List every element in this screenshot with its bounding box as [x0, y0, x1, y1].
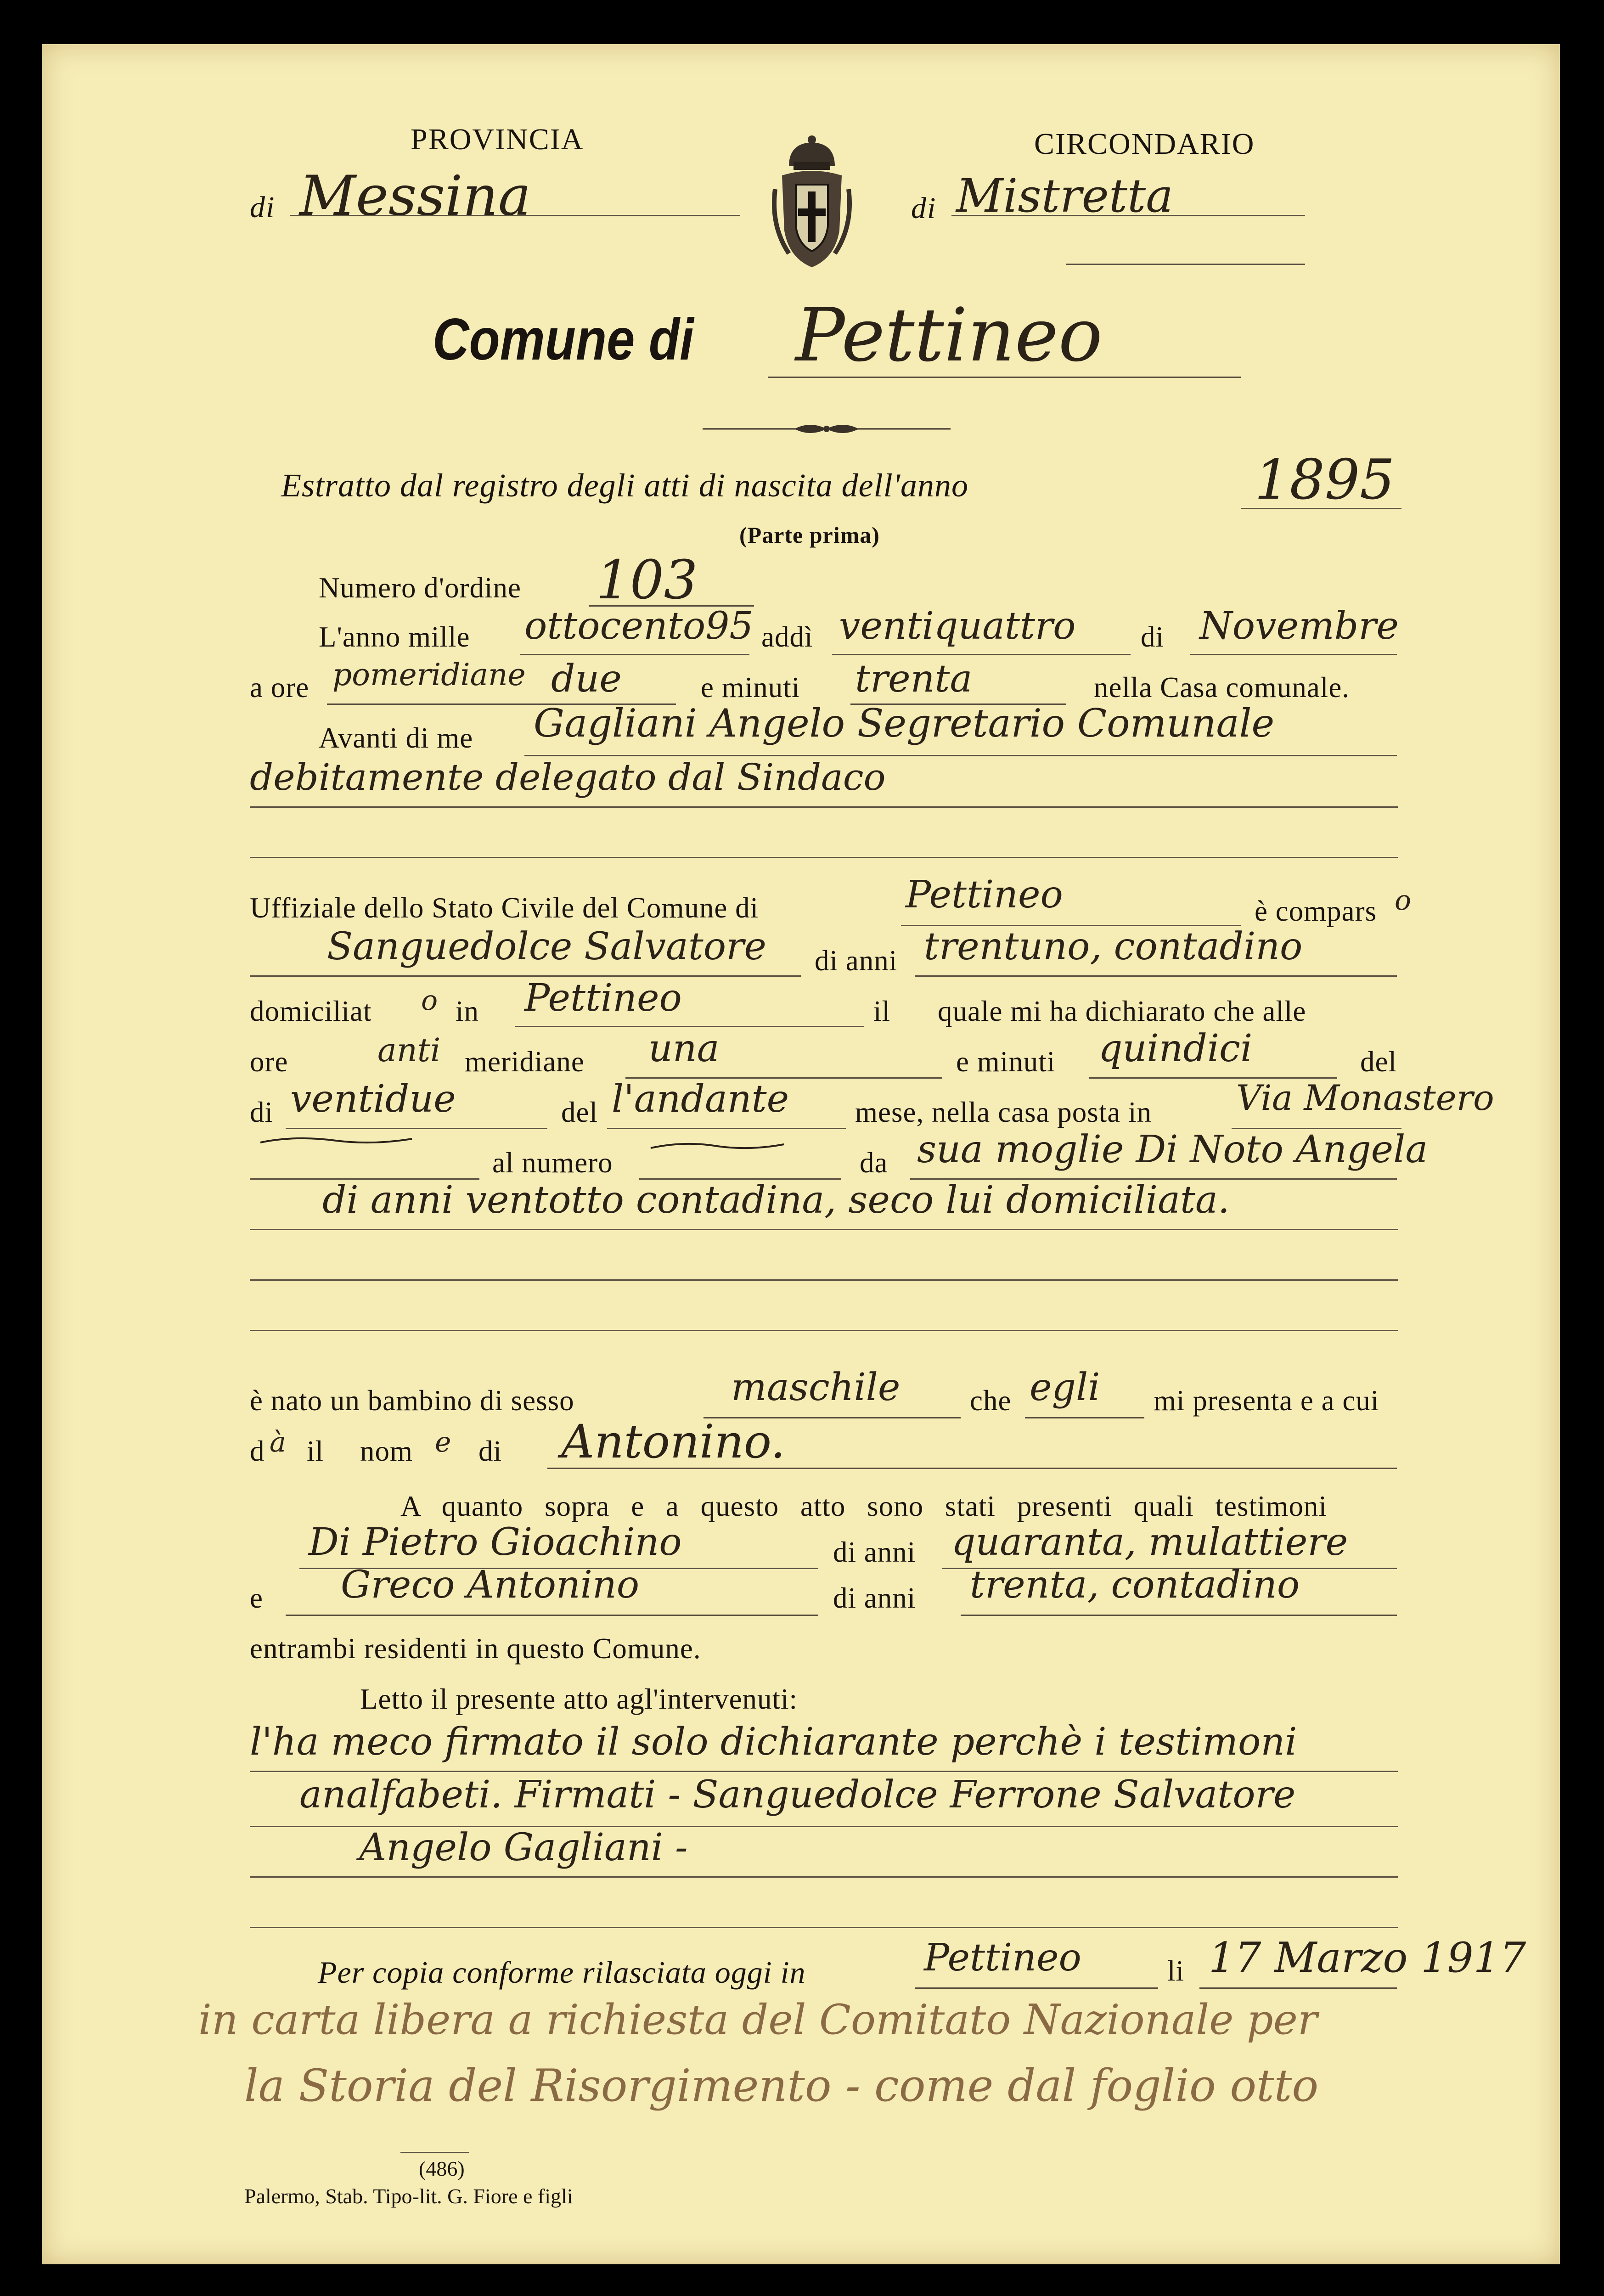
ornament-divider	[703, 420, 951, 438]
footer-printer: Palermo, Stab. Tipo-lit. G. Fiore e figli	[244, 2184, 573, 2208]
day-underline	[286, 1128, 547, 1129]
child-name-underline	[547, 1468, 1397, 1469]
di2-label: di	[250, 1096, 274, 1128]
entrambi-label: entrambi residenti in questo Comune.	[250, 1632, 701, 1665]
da-label: da	[860, 1147, 888, 1179]
numero-value-dash	[648, 1137, 786, 1155]
extract-title: Estratto dal registro degli atti di nascita dell'anno	[281, 467, 969, 504]
di-label-circondario: di	[911, 191, 937, 225]
di-anni2-label: di anni	[833, 1536, 916, 1568]
domicile-in-label: in	[456, 995, 479, 1027]
avanti-value-2: debitamente delegato dal Sindaco	[250, 756, 886, 799]
minuti2-value: quindici	[1098, 1027, 1253, 1070]
circondario-value: Mistretta	[956, 169, 1173, 223]
nato-label: è nato un bambino di sesso	[250, 1384, 574, 1417]
numero-ordine-label: Numero d'ordine	[319, 572, 521, 604]
month-value: Novembre	[1199, 604, 1399, 648]
circondario-label: CIRCONDARIO	[1034, 127, 1255, 161]
ore-label: a ore	[250, 671, 310, 703]
nome-label: nom	[360, 1435, 413, 1467]
che-label: che	[970, 1384, 1012, 1417]
ore-underline	[327, 703, 552, 705]
di3-label: di	[478, 1435, 502, 1467]
circondario-underline	[951, 215, 1305, 216]
declarant-age: trentuno, contadino	[924, 925, 1303, 968]
ore-prefix: pomeridiane	[332, 657, 526, 692]
parte-prima-label: (Parte prima)	[739, 522, 880, 548]
witness2-underline	[286, 1615, 818, 1616]
da2-label: d	[250, 1435, 265, 1467]
mese-label: mese, nella casa posta in	[855, 1096, 1152, 1128]
compars-label: è compars	[1255, 895, 1377, 927]
month-underline	[1190, 654, 1397, 655]
egli-value: egli	[1030, 1366, 1100, 1409]
circondario-line-2	[1066, 264, 1305, 265]
avanti-underline-2	[250, 806, 1398, 808]
anno-value: ottocento95	[524, 604, 754, 648]
ufficiale-value: Pettineo	[906, 873, 1063, 917]
letto-underline-3	[250, 1876, 1398, 1878]
letto-value-1: l'ha meco firmato il solo dichiarante perchè i testimoni	[250, 1720, 1297, 1764]
copy-note-1: in carta libera a richiesta del Comitato Nazionale per	[198, 1996, 1317, 2044]
avanti-value-1: Gagliani Angelo Segretario Comunale	[534, 701, 1275, 746]
da2-suffix: à	[270, 1426, 286, 1458]
provincia-underline	[290, 215, 740, 216]
ore2-prefix: anti	[377, 1031, 441, 1069]
copy-label: Per copia conforme rilasciata oggi in	[318, 1955, 806, 1990]
declarant-name: Sanguedolce Salvatore	[327, 925, 766, 968]
provincia-label: PROVINCIA	[411, 123, 584, 156]
andante-value: l'andante	[612, 1077, 789, 1121]
del-label: del	[1360, 1046, 1397, 1078]
ufficiale-label: Uffiziale dello Stato Civile del Comune di	[250, 892, 759, 924]
letto-value-2: analfabeti. Firmati - Sanguedolce Ferrone Salvatore	[299, 1773, 1296, 1817]
nome-suffix: e	[435, 1426, 451, 1458]
witness2-age: trenta, contadino	[970, 1563, 1300, 1607]
copy-place-underline	[915, 1987, 1158, 1989]
child-name: Antonino.	[561, 1415, 786, 1469]
e-label: e	[250, 1582, 263, 1614]
copy-li-label: li	[1167, 1955, 1185, 1987]
andante-underline	[607, 1128, 846, 1129]
domicile-value: Pettineo	[524, 976, 682, 1020]
letto-underline-4	[250, 1927, 1398, 1928]
blank-line-1	[250, 1279, 1398, 1281]
month-di-label: di	[1141, 621, 1165, 653]
avanti-label: Avanti di me	[319, 722, 473, 754]
blank-line-2	[250, 1330, 1398, 1331]
avanti-underline-3	[250, 857, 1398, 858]
sesso-value: maschile	[731, 1366, 900, 1409]
addi-value: ventiquattro	[839, 604, 1076, 648]
il-label: il	[873, 995, 891, 1027]
comune-value: Pettineo	[795, 292, 1103, 378]
quale-label: quale mi ha dichiarato che alle	[938, 995, 1306, 1027]
letto-underline-1	[250, 1771, 1398, 1772]
di-label-provincia: di	[250, 191, 276, 224]
comune-underline	[768, 377, 1241, 378]
declarant-age-underline	[915, 975, 1397, 977]
anno-label: L'anno mille	[319, 621, 470, 653]
witness2-name: Greco Antonino	[341, 1563, 640, 1607]
copy-date: 17 Marzo 1917	[1209, 1934, 1526, 1982]
mother-value-2: di anni ventotto contadina, seco lui domiciliata.	[322, 1178, 1230, 1222]
il2-label: il	[307, 1435, 324, 1467]
egli-underline	[1025, 1417, 1144, 1418]
numero-dash-stroke	[258, 1132, 414, 1151]
di-anni3-label: di anni	[833, 1582, 916, 1614]
birth-certificate-sheet	[42, 44, 1560, 2264]
comune-label: Comune di	[433, 307, 694, 372]
domiciliat-suffix: o	[421, 985, 438, 1017]
di-anni-label: di anni	[815, 945, 898, 977]
letto-label: Letto il presente atto agl'intervenuti:	[360, 1683, 798, 1715]
addi-label: addì	[761, 621, 813, 653]
witness1-age: quaranta, mulattiere	[951, 1520, 1348, 1564]
copy-place: Pettineo	[924, 1936, 1081, 1980]
ore2-label: ore	[250, 1046, 288, 1078]
coat-of-arms-emblem	[771, 134, 853, 272]
numero2-label: al numero	[492, 1147, 613, 1179]
minuti-label: e minuti	[701, 671, 800, 703]
numero-ordine-value: 103	[596, 549, 698, 611]
witness1-name: Di Pietro Gioachino	[309, 1520, 682, 1564]
testimoni-label: A quanto sopra e a questo atto sono stati presenti quali testimoni	[400, 1490, 1327, 1522]
letto-value-3: Angelo Gagliani -	[359, 1826, 688, 1869]
copy-date-underline	[1199, 1987, 1397, 1989]
addi-underline	[832, 654, 1131, 655]
del2-label: del	[561, 1096, 598, 1128]
provincia-value: Messina	[299, 164, 531, 228]
minuti-value: trenta	[855, 657, 973, 701]
domiciliat-label: domiciliat	[250, 995, 372, 1027]
footer-rule	[400, 2152, 469, 2153]
meridiane-label: meridiane	[465, 1046, 585, 1078]
year-underline	[1241, 508, 1401, 509]
mother-value-1: sua moglie Di Noto Angela	[917, 1128, 1428, 1171]
footer-number: (486)	[419, 2157, 465, 2180]
minuti2-label: e minuti	[956, 1046, 1056, 1078]
ore-value: due	[551, 657, 622, 701]
extract-year: 1895	[1255, 448, 1395, 512]
presenta-label: mi presenta e a cui	[1154, 1384, 1379, 1417]
copy-note-2: la Storia del Risorgimento - come dal foglio otto	[244, 2060, 1319, 2111]
ore2-value: una	[648, 1027, 720, 1070]
casa-comunale-label: nella Casa comunale.	[1094, 671, 1350, 703]
mother-underline-2	[250, 1229, 1398, 1230]
anno-underline	[520, 654, 749, 655]
witness2-age-underline	[961, 1615, 1397, 1616]
day-value: ventidue	[290, 1077, 456, 1121]
compars-suffix: o	[1395, 884, 1412, 917]
street-value: Via Monastero	[1236, 1077, 1494, 1118]
